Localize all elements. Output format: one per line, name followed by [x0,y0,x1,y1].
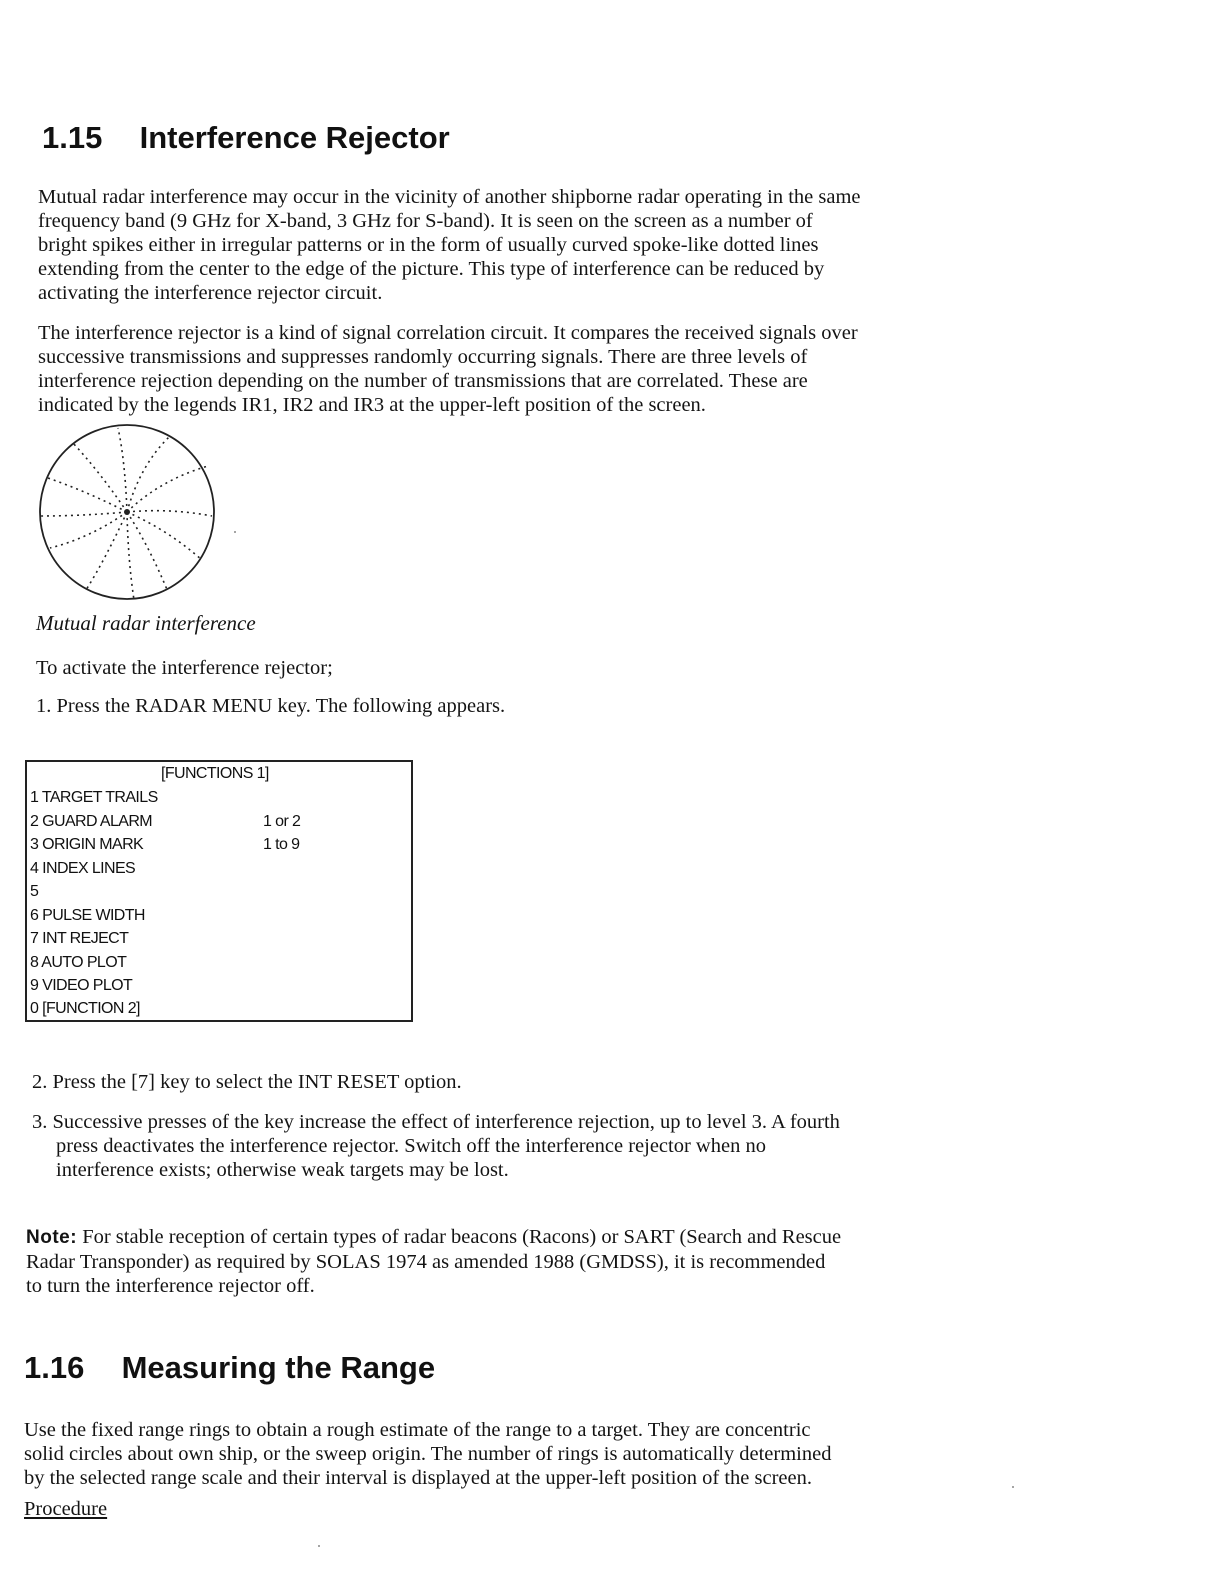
note [26,1225,841,1298]
text-line: bright spikes either in irregular patterns or in the form of usually curved spoke-like dotted lines [38,234,819,256]
menu-item-label: 6 PULSE WIDTH [30,907,145,924]
menu-item-label: 3 ORIGIN MARK [30,836,144,853]
menu-item-origin-mark[interactable] [30,836,300,859]
text-line: Mutual radar interference may occur in the vicinity of another shipborne radar operating in the same [38,186,861,208]
step-3 [32,1110,840,1182]
sweep-origin [124,509,130,515]
text-line: extending from the center to the edge of the picture. This type of interference can be reduced by [38,258,825,280]
section-number: 1.15 [42,120,103,155]
paragraph-mutual-interference [38,185,998,305]
text-line: by the selected range scale and their interval is displayed at the upper-left position of the screen. [24,1467,812,1489]
note-label: Note: [26,1227,78,1248]
scan-speck [1012,1486,1014,1488]
procedure-heading: Procedure [24,1498,108,1520]
menu-item-value: 1 or 2 [263,813,301,830]
section-heading-1-16 [24,1350,435,1386]
section-heading-1-15 [42,120,450,156]
menu-item-target-trails[interactable] [30,789,158,812]
note-first-line [26,1225,841,1250]
text-line: The interference rejector is a kind of signal correlation circuit. It compares the received signals over [38,322,858,344]
text-line: Use the fixed range rings to obtain a rough estimate of the range to a target. They are concentric [24,1419,811,1441]
scan-speck [234,531,236,533]
text-line: to turn the interference rejector off. [26,1275,315,1297]
menu-item-5[interactable] [30,883,38,906]
section-title: Measuring the Range [121,1350,436,1385]
menu-item-guard-alarm[interactable] [30,813,301,836]
menu-item-label: 8 AUTO PLOT [30,954,127,971]
text-line: activating the interference rejector circuit. [38,282,383,304]
text-line: successive transmissions and suppresses randomly occurring signals. There are three levels of [38,346,808,368]
text-line: frequency band (9 GHz for X-band, 3 GHz for S-band). It is seen on the screen as a number of [38,210,813,232]
figure-caption: Mutual radar interference [36,611,256,635]
radar-interference-figure [30,420,230,610]
text-line: interference rejection depending on the number of transmissions that are correlated. These are [38,370,808,392]
menu-item-pulse-width[interactable] [30,907,145,930]
menu-item-label: 7 INT REJECT [30,930,129,947]
menu-item-label: 1 TARGET TRAILS [30,789,158,806]
text-line: interference exists; otherwise weak targets may be lost. [56,1159,509,1181]
functions-menu [25,760,413,1022]
paragraph-rejector-circuit [38,321,998,417]
step-1: 1. Press the RADAR MENU key. The following appears. [36,695,506,717]
text-line: solid circles about own ship, or the sweep origin. The number of rings is automatically determined [24,1443,832,1465]
menu-title: [FUNCTIONS 1] [161,765,269,782]
menu-item-auto-plot[interactable] [30,954,126,977]
menu-item-function-2[interactable] [30,1000,140,1023]
menu-item-video-plot[interactable] [30,977,132,1000]
scan-speck [318,1545,320,1547]
section-title: Interference Rejector [139,120,450,155]
intro-text: To activate the interference rejector; [36,657,333,679]
menu-item-label: 9 VIDEO PLOT [30,977,133,994]
text-line: press deactivates the interference rejector. Switch off the interference rejector when no [56,1135,766,1157]
section-number: 1.16 [24,1350,85,1385]
menu-item-label: 0 [FUNCTION 2] [30,1000,140,1017]
text-line: Radar Transponder) as required by SOLAS 1974 as amended 1988 (GMDSS), it is recommended [26,1251,826,1273]
paragraph-range-rings [24,1418,984,1490]
menu-item-label: 5 [30,883,39,900]
menu-item-index-lines[interactable] [30,860,135,883]
menu-item-label: 2 GUARD ALARM [30,813,153,830]
menu-item-label: 4 INDEX LINES [30,860,136,877]
text-line: 3. Successive presses of the key increase the effect of interference rejection, up to level 3. A fourth [32,1111,840,1133]
menu-item-int-reject[interactable] [30,930,128,953]
menu-item-value: 1 to 9 [263,836,300,853]
text-line: For stable reception of certain types of radar beacons (Racons) or SART (Search and Rescue [77,1226,842,1248]
step-2: 2. Press the [7] key to select the INT RESET option. [32,1071,462,1093]
text-line: indicated by the legends IR1, IR2 and IR3 at the upper-left position of the screen. [38,394,706,416]
